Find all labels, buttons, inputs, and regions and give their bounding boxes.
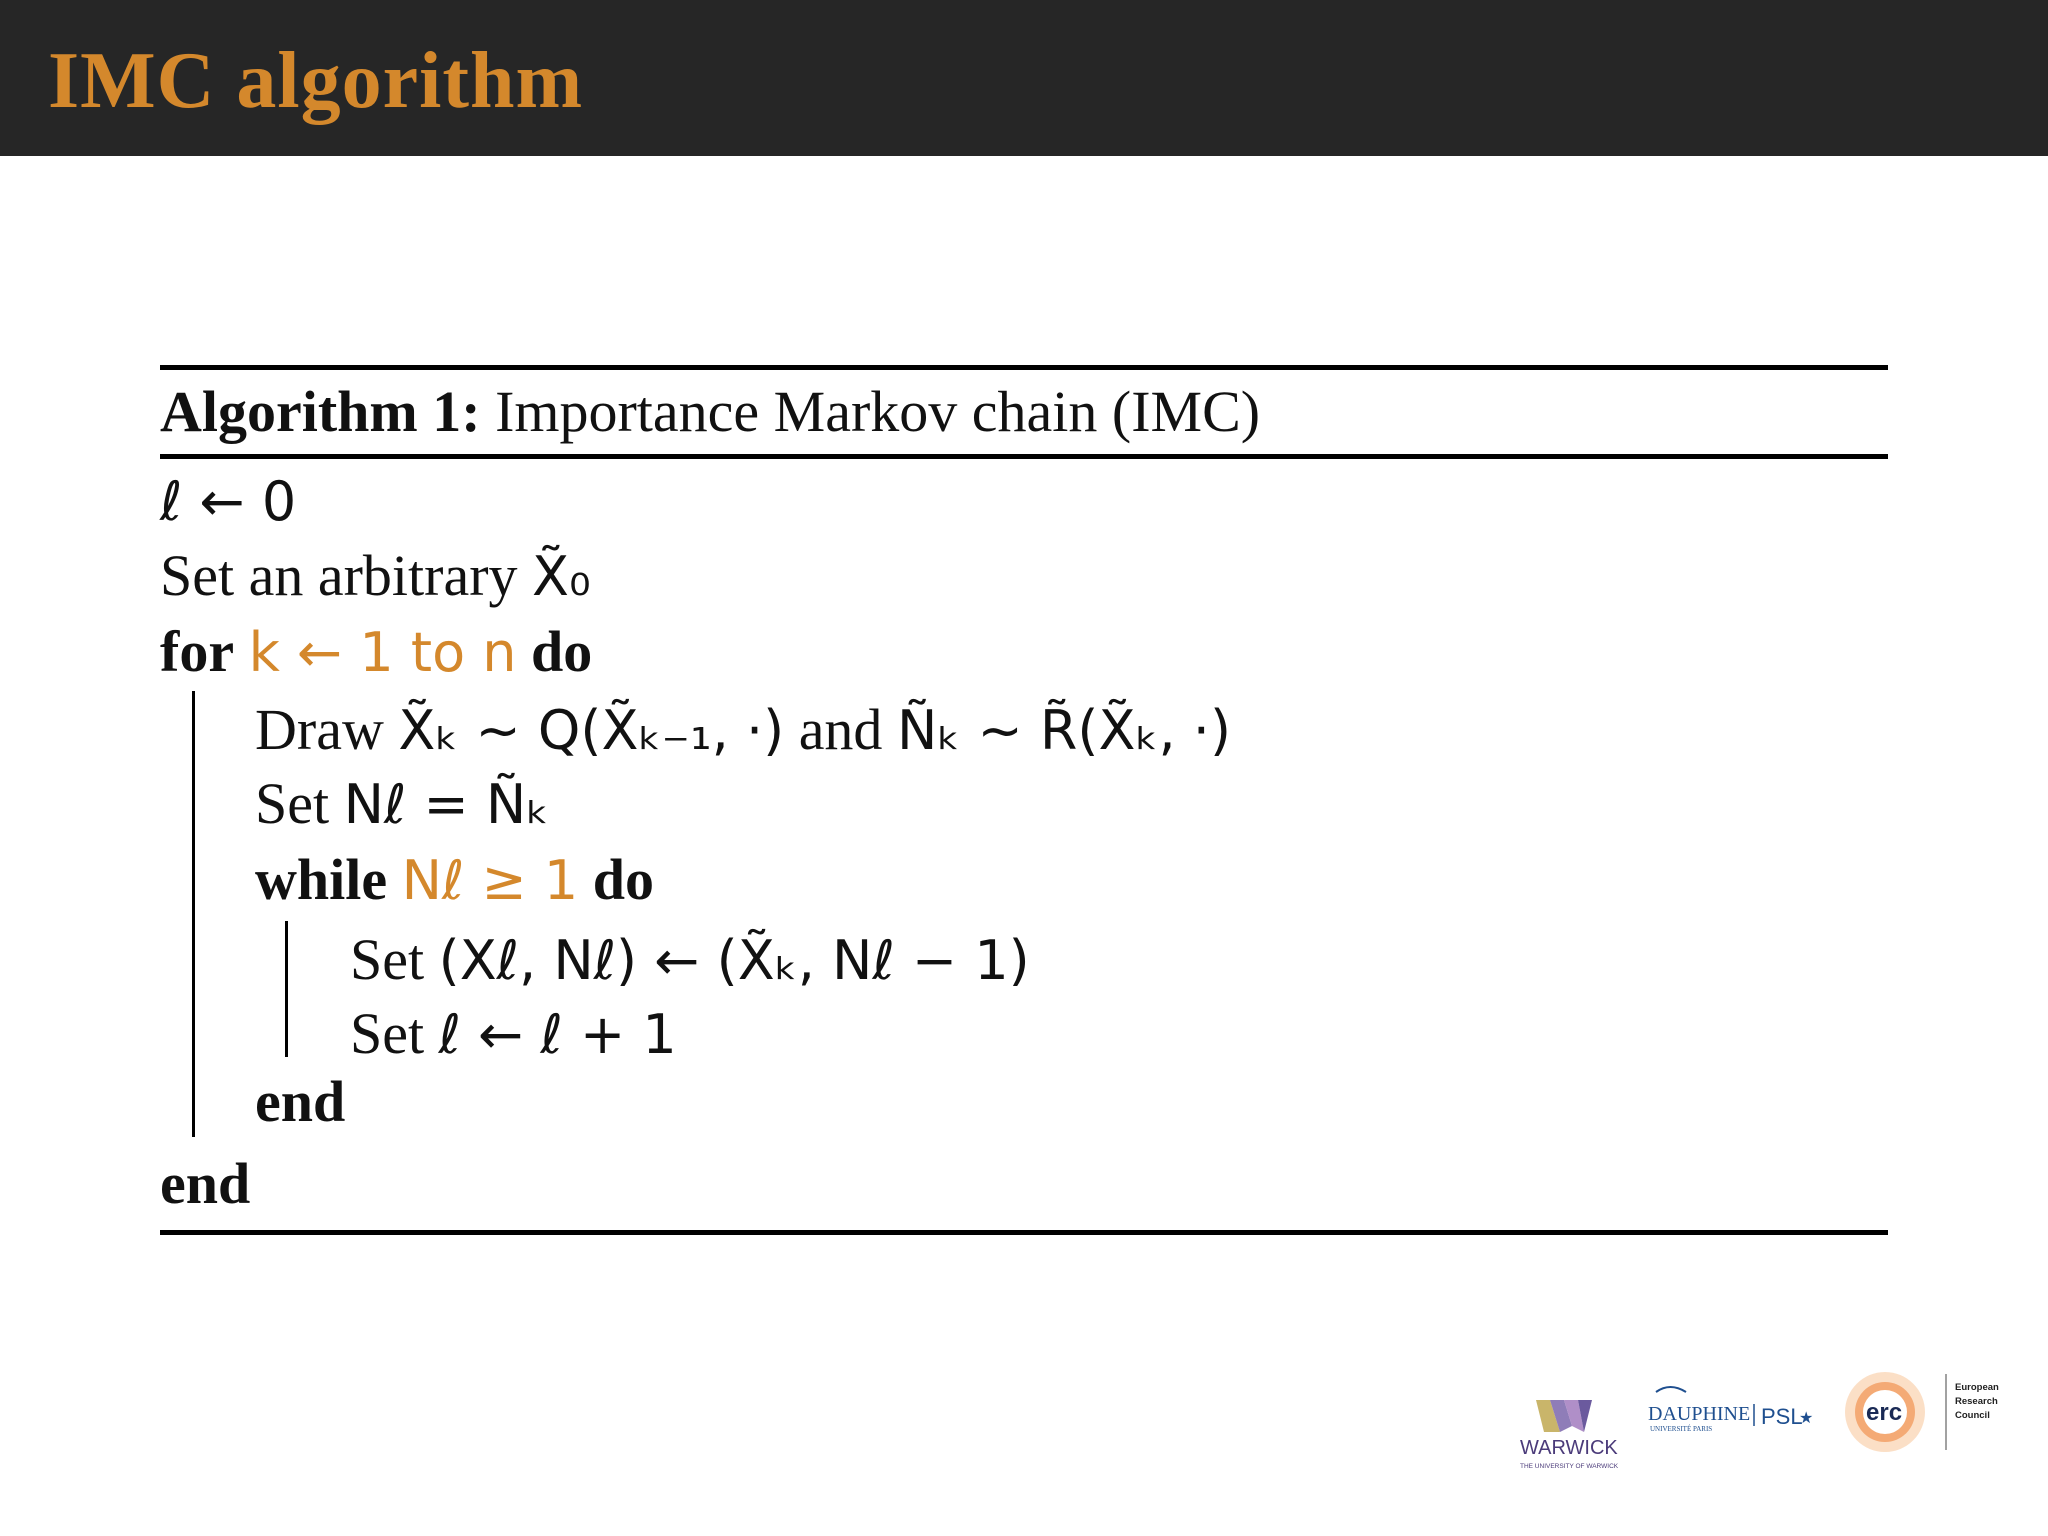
line-set-xn-math: (Xℓ, Nℓ) ← (X̃ₖ, Nℓ − 1) bbox=[438, 929, 1030, 992]
dauphine-name: DAUPHINE bbox=[1648, 1403, 1751, 1425]
erc-text-1: European bbox=[1955, 1382, 1999, 1393]
slide-title: IMC algorithm bbox=[48, 37, 584, 125]
erc-logo bbox=[1845, 1372, 1999, 1452]
caption-title: Importance Markov chain (IMC) bbox=[495, 379, 1261, 444]
line-set-x0-math: X̃₀ bbox=[532, 545, 591, 608]
for-keyword: for bbox=[160, 619, 235, 684]
do-keyword: do bbox=[531, 619, 593, 684]
erc-text-2: Research bbox=[1955, 1396, 1998, 1407]
line-draw-math1: X̃ₖ ∼ Q(X̃ₖ₋₁, ·) bbox=[398, 699, 785, 762]
line-while bbox=[255, 847, 655, 912]
erc-mark: erc bbox=[1866, 1399, 1903, 1426]
line-end-outer: end bbox=[160, 1151, 251, 1216]
for-block-bar bbox=[192, 691, 195, 1137]
psl-text: PSL bbox=[1761, 1404, 1803, 1429]
warwick-name: WARWICK bbox=[1520, 1437, 1618, 1459]
slide-header bbox=[0, 0, 2048, 156]
line-set-x0-text: Set an arbitrary bbox=[160, 543, 533, 608]
warwick-sub: THE UNIVERSITY OF WARWICK bbox=[1520, 1463, 1619, 1470]
line-set-l bbox=[350, 1001, 677, 1066]
algorithm-caption bbox=[160, 379, 1261, 444]
caption-label: Algorithm 1: bbox=[160, 379, 481, 444]
line-end-inner: end bbox=[255, 1069, 346, 1134]
line-set-n-text: Set bbox=[255, 771, 344, 836]
line-set-l-math: ℓ ← ℓ + 1 bbox=[438, 1003, 677, 1066]
line-init: ℓ ← 0 bbox=[160, 470, 297, 533]
while-block-bar bbox=[285, 921, 288, 1057]
dauphine-logo bbox=[1648, 1387, 1813, 1433]
mid-rule bbox=[160, 454, 1888, 459]
partner-logos bbox=[1500, 1360, 2020, 1500]
while-keyword: while bbox=[255, 847, 388, 912]
line-set-n bbox=[255, 771, 550, 836]
while-condition: Nℓ ≥ 1 bbox=[401, 849, 579, 912]
line-set-x0 bbox=[160, 543, 591, 608]
psl-star-icon: ★ bbox=[1799, 1408, 1814, 1427]
top-rule bbox=[160, 365, 1888, 370]
warwick-logo bbox=[1520, 1400, 1619, 1470]
line-for bbox=[160, 619, 593, 684]
line-set-xn bbox=[350, 927, 1030, 992]
line-set-l-text: Set bbox=[350, 1001, 439, 1066]
dauphine-sub: UNIVERSITÉ PARIS bbox=[1650, 1425, 1713, 1433]
line-draw-and: and bbox=[784, 697, 897, 762]
line-set-n-math: Nℓ = Ñₖ bbox=[343, 773, 550, 836]
line-set-xn-text: Set bbox=[350, 927, 439, 992]
line-draw-math2: Ñₖ ∼ R̃(X̃ₖ, ·) bbox=[896, 699, 1232, 762]
bottom-rule bbox=[160, 1230, 1888, 1235]
for-condition: k ← 1 to n bbox=[248, 621, 517, 684]
do-keyword-2: do bbox=[592, 847, 655, 912]
logos-svg bbox=[1500, 1360, 2020, 1500]
line-draw bbox=[255, 697, 1232, 762]
line-draw-text: Draw bbox=[255, 697, 399, 762]
erc-text-3: Council bbox=[1955, 1410, 1990, 1421]
